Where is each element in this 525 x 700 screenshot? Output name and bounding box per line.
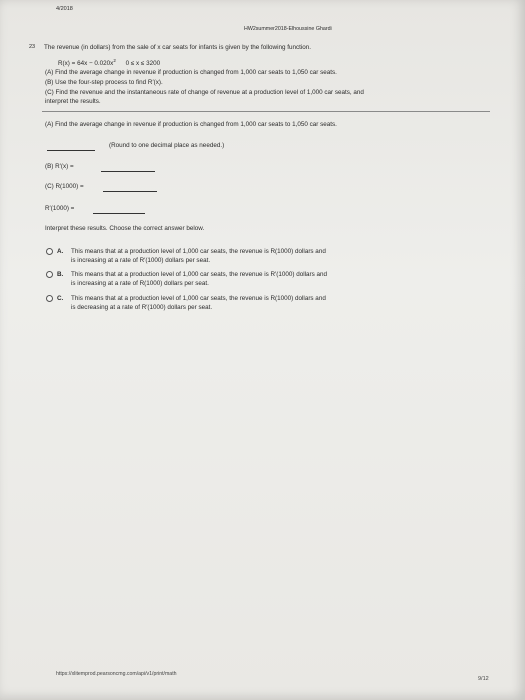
page-number: 9/12	[478, 676, 489, 682]
footer-url: https://xlitemprod.pearsoncmg.com/api/v1/print/math	[56, 671, 177, 677]
problem-part-c: (C) Find the revenue and the instantaneous rate of change of revenue at a production level of 1,000 car seats, and	[45, 89, 364, 96]
choice-b-line2: is increasing at a rate of R(1000) dollars per seat.	[71, 280, 209, 287]
part-a-answer-field[interactable]	[47, 150, 95, 151]
revenue-function	[58, 59, 160, 67]
choice-a-letter: A.	[57, 248, 64, 255]
problem-part-c-cont: interpret the results.	[45, 98, 101, 105]
header-title: HW2summer2018-Elhoussine Ghardi	[244, 26, 332, 32]
problem-part-a: (A) Find the average change in revenue if production is changed from 1,000 car seats to 1,050 car seats.	[45, 69, 337, 76]
problem-part-b: (B) Use the four-step process to find R′(x).	[45, 79, 163, 86]
choice-a-line2: is increasing at a rate of R′(1000) dollars per seat.	[71, 257, 211, 264]
part-c-revenue-label: (C) R(1000) =	[45, 183, 84, 190]
choice-b-letter: B.	[57, 271, 64, 278]
part-b-label: (B) R′(x) =	[45, 163, 74, 170]
choice-b-line1: This means that at a production level of 1,000 car seats, the revenue is R′(1000) dollars and	[71, 271, 327, 278]
interpret-prompt: Interpret these results. Choose the correct answer below.	[45, 225, 205, 232]
section-divider	[42, 111, 490, 112]
part-b-answer-field[interactable]	[101, 171, 155, 172]
function-exponent: 2	[113, 58, 116, 63]
choice-c-line2: is decreasing at a rate of R′(1000) dollars per seat.	[71, 304, 213, 311]
choice-c-radio[interactable]	[46, 295, 53, 302]
function-domain: 0 ≤ x ≤ 3200	[125, 60, 161, 67]
part-a-hint: (Round to one decimal place as needed.)	[109, 142, 225, 149]
choice-a-line1: This means that at a production level of 1,000 car seats, the revenue is R(1000) dollars and	[71, 248, 326, 255]
header-corner: 4/2018	[56, 6, 73, 12]
choice-c-line1: This means that at a production level of 1,000 car seats, the revenue is R(1000) dollars and	[71, 295, 326, 302]
problem-intro: The revenue (in dollars) from the sale of x car seats for infants is given by the following function.	[44, 44, 312, 51]
choice-c-letter: C.	[57, 295, 64, 302]
part-a-prompt: (A) Find the average change in revenue if production is changed from 1,000 car seats to 1,050 car seats.	[45, 121, 337, 128]
choice-b-radio[interactable]	[46, 271, 53, 278]
problem-number: 23	[29, 44, 36, 50]
part-c-rate-field[interactable]	[93, 213, 145, 214]
part-c-rate-label: R′(1000) =	[45, 205, 75, 212]
choice-a-radio[interactable]	[46, 248, 53, 255]
part-c-revenue-field[interactable]	[103, 191, 157, 192]
function-expression: R(x) = 64x − 0.020x	[58, 60, 114, 67]
